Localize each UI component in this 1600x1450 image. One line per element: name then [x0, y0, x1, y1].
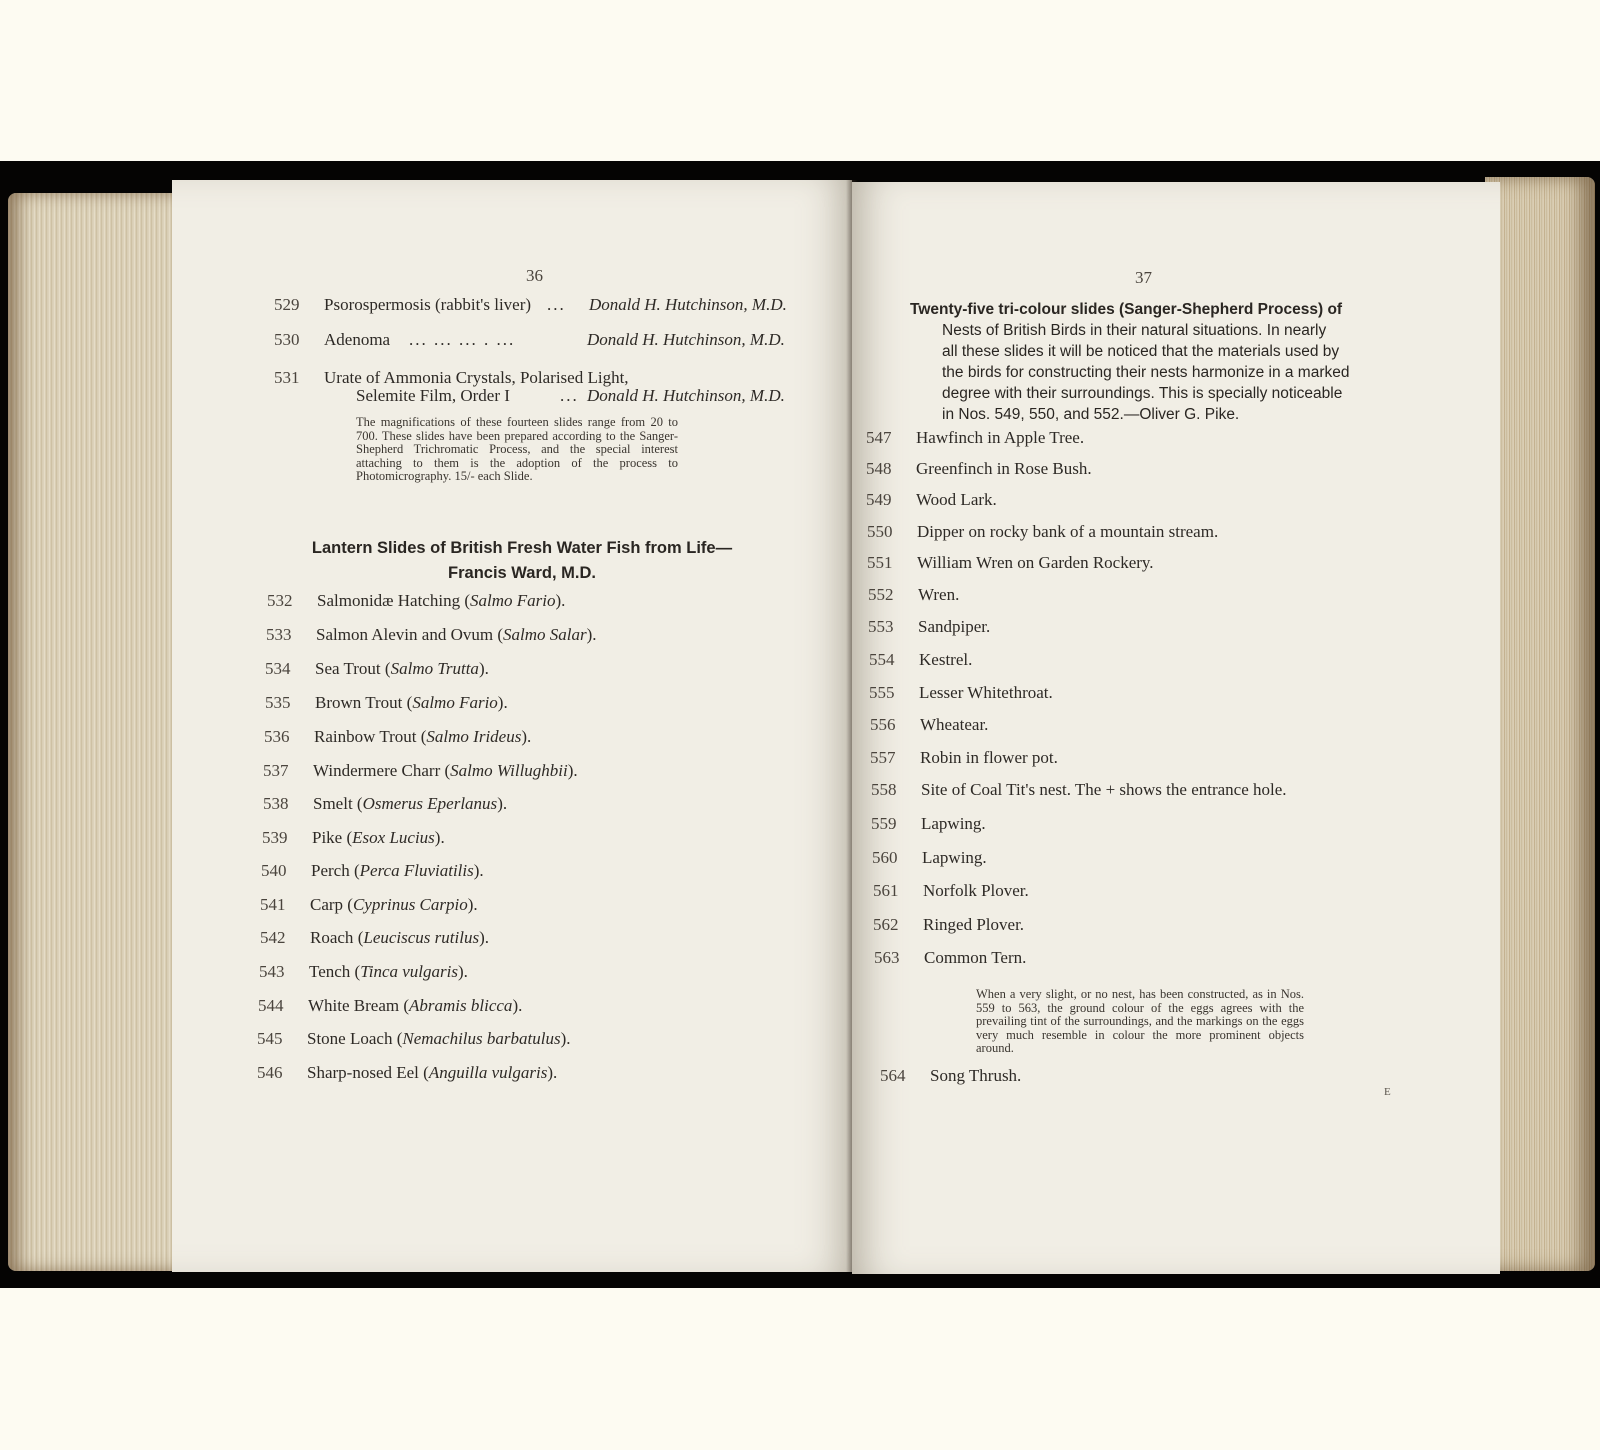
fish-title: Smelt (Osmerus Eperlanus). [313, 794, 508, 813]
fish-latin-name: Leuciscus rutilus [363, 928, 480, 947]
fish-common-name: Perch [311, 861, 350, 880]
catalog-entry [274, 368, 834, 408]
section-heading [242, 536, 802, 586]
entry-number: 540 [261, 861, 287, 880]
fish-entry [257, 1029, 757, 1055]
entry-number: 542 [260, 928, 286, 947]
fish-common-name: Sea Trout [315, 659, 381, 678]
intro-line: Nests of British Birds in their natural situations. In nearly [942, 322, 1327, 339]
fish-title: Stone Loach (Nemachilus barbatulus). [307, 1029, 571, 1048]
left-fore-edge [8, 193, 178, 1271]
bird-entry [866, 459, 1406, 485]
fish-title: Salmonidæ Hatching (Salmo Fario). [317, 591, 566, 610]
fish-latin-name: Esox Lucius [352, 828, 435, 847]
entry-title: Psorospermosis (rabbit's liver) [324, 295, 532, 314]
intro-line: in Nos. 549, 550, and 552.—Oliver G. Pike. [942, 406, 1240, 423]
bird-entry [871, 780, 1411, 806]
fish-common-name: Stone Loach [307, 1029, 393, 1048]
fish-entry [265, 659, 765, 685]
entry-number: 563 [874, 948, 900, 967]
entry-number: 534 [265, 659, 291, 678]
entry-number: 530 [274, 330, 300, 349]
fish-entry [264, 727, 764, 753]
entry-number: 550 [867, 522, 893, 541]
entry-number: 538 [263, 794, 289, 813]
bird-title: Lapwing. [921, 814, 986, 833]
bird-title: Norfolk Plover. [923, 881, 1029, 900]
bird-title: Site of Coal Tit's nest. The + shows the entrance hole. [921, 780, 1287, 799]
intro-lead: Twenty-five tri-colour slides (Sanger-Shepherd Process) of [910, 301, 1343, 318]
bird-title: Kestrel. [919, 650, 973, 669]
bird-title: Robin in flower pot. [920, 748, 1058, 767]
fish-title: Sea Trout (Salmo Trutta). [315, 659, 489, 678]
bird-entry [867, 522, 1407, 548]
entry-number: 553 [868, 617, 894, 636]
heading-line-1: Lantern Slides of British Fresh Water Fish from Life— [311, 539, 733, 557]
fish-common-name: Salmonidæ Hatching [317, 591, 461, 610]
birds-introduction [910, 299, 1450, 425]
entry-author: Donald H. Hutchinson, M.D. [587, 330, 785, 349]
fish-common-name: Carp [310, 895, 344, 914]
entry-number: 549 [866, 490, 892, 509]
entry-number: 557 [870, 748, 896, 767]
bird-title: Dipper on rocky bank of a mountain stream. [917, 522, 1219, 541]
fish-latin-name: Abramis blicca [409, 996, 513, 1015]
fish-entry [261, 861, 761, 887]
bird-title: Sandpiper. [918, 617, 991, 636]
fish-title: Brown Trout (Salmo Fario). [315, 693, 508, 712]
entry-number: 545 [257, 1029, 283, 1048]
fish-latin-name: Osmerus Eperlanus [362, 794, 498, 813]
right-page [852, 182, 1500, 1274]
dot-leader: ... ... ... . ... [409, 330, 516, 349]
bird-title: Greenfinch in Rose Bush. [916, 459, 1092, 478]
fish-title: Salmon Alevin and Ovum (Salmo Salar). [316, 625, 597, 644]
catalog-entry [274, 295, 834, 325]
fish-title: Roach (Leuciscus rutilus). [310, 928, 489, 947]
entry-number: 536 [264, 727, 290, 746]
intro-line: degree with their surroundings. This is specially noticeable [942, 385, 1343, 402]
fish-latin-name: Salmo Fario [470, 591, 556, 610]
entry-number: 546 [257, 1063, 283, 1082]
entry-number: 551 [867, 553, 893, 572]
bird-title: William Wren on Garden Rockery. [917, 553, 1154, 572]
fish-entry [258, 996, 758, 1022]
fish-latin-name: Salmo Fario [412, 693, 498, 712]
entry-author: Donald H. Hutchinson, M.D. [587, 386, 785, 405]
left-page [172, 180, 852, 1272]
fish-title: White Bream (Abramis blicca). [308, 996, 523, 1015]
bird-title: Hawfinch in Apple Tree. [916, 428, 1085, 447]
dot-leader: ... [560, 386, 579, 405]
intro-line: the birds for constructing their nests harmonize in a marked [942, 364, 1350, 381]
fish-common-name: Salmon Alevin and Ovum [316, 625, 494, 644]
fish-common-name: Smelt [313, 794, 353, 813]
entry-number: 533 [266, 625, 292, 644]
entry-number: 548 [866, 459, 892, 478]
entry-number: 561 [873, 881, 899, 900]
bird-title: Ringed Plover. [923, 915, 1025, 934]
fish-entry [259, 962, 759, 988]
entry-number: 539 [262, 828, 288, 847]
entry-number: 541 [260, 895, 286, 914]
signature-mark: E [1384, 1086, 1391, 1098]
entry-number: 552 [868, 585, 894, 604]
bird-entry [873, 881, 1413, 907]
fish-common-name: Rainbow Trout [314, 727, 417, 746]
fish-title: Sharp-nosed Eel (Anguilla vulgaris). [307, 1063, 558, 1082]
bird-entry [874, 948, 1414, 974]
bird-entry [869, 650, 1409, 676]
fish-title: Perch (Perca Fluviatilis). [311, 861, 484, 880]
fish-entry [263, 794, 763, 820]
fish-latin-name: Salmo Salar [503, 625, 587, 644]
entry-number: 529 [274, 295, 300, 314]
fish-common-name: Windermere Charr [313, 761, 441, 780]
fish-title: Tench (Tinca vulgaris). [309, 962, 468, 981]
fish-latin-name: Perca Fluviatilis [359, 861, 474, 880]
bird-entry [869, 683, 1409, 709]
entry-number: 558 [871, 780, 897, 799]
entry-number: 564 [880, 1066, 906, 1085]
entry-number: 562 [873, 915, 899, 934]
entry-number: 560 [872, 848, 898, 867]
entry-number: 537 [263, 761, 289, 780]
entry-number: 531 [274, 368, 300, 387]
fish-entry [260, 895, 760, 921]
catalog-entry [880, 1066, 1280, 1092]
fish-latin-name: Tinca vulgaris [360, 962, 458, 981]
entry-title-line2: Selemite Film, Order I [356, 386, 510, 405]
entry-title: Urate of Ammonia Crystals, Polarised Light, [324, 368, 629, 387]
fish-title: Windermere Charr (Salmo Willughbii). [313, 761, 578, 780]
right-fore-edge [1485, 177, 1595, 1271]
entry-number: 544 [258, 996, 284, 1015]
fish-title: Rainbow Trout (Salmo Irideus). [314, 727, 532, 746]
entry-number: 535 [265, 693, 291, 712]
fish-entry [265, 693, 765, 719]
fish-common-name: Pike [312, 828, 343, 847]
entry-number: 532 [267, 591, 293, 610]
eggs-note: When a very slight, or no nest, has been constructed, as in Nos. 559 to 563, the ground colour of the eggs agrees with the prevailing tint of the surroundings, and the markings on the eggs very much resemble in colour the more prominent objects around. [976, 987, 1304, 1055]
bird-title: Lesser Whitethroat. [919, 683, 1053, 702]
bird-title: Lapwing. [922, 848, 987, 867]
fish-latin-name: Nemachilus barbatulus [402, 1029, 561, 1048]
fish-latin-name: Cyprinus Carpio [352, 895, 468, 914]
fish-latin-name: Anguilla vulgaris [428, 1063, 548, 1082]
bird-entry [867, 553, 1407, 579]
entry-number: 555 [869, 683, 895, 702]
entry-number: 559 [871, 814, 897, 833]
bird-entry [870, 748, 1410, 774]
intro-body [910, 320, 1450, 425]
catalog-entry [274, 330, 834, 360]
dot-leader: ... [547, 295, 566, 314]
bird-entry [868, 617, 1408, 643]
bird-entry [868, 585, 1408, 611]
entry-number: 543 [259, 962, 285, 981]
bird-title: Common Tern. [924, 948, 1027, 967]
bird-title: Wheatear. [920, 715, 989, 734]
page-number: 36 [526, 266, 543, 285]
bird-title: Wren. [918, 585, 960, 604]
bird-title: Wood Lark. [916, 490, 997, 509]
fish-entry [262, 828, 762, 854]
bird-entry [870, 715, 1410, 741]
bird-entry [872, 848, 1412, 874]
fish-common-name: Sharp-nosed Eel [307, 1063, 419, 1082]
fish-latin-name: Salmo Irideus [426, 727, 522, 746]
fish-common-name: White Bream [308, 996, 400, 1015]
fish-entry [260, 928, 760, 954]
fish-latin-name: Salmo Willughbii [450, 761, 568, 780]
page-number: 37 [1135, 268, 1152, 287]
entry-title: Adenoma [324, 330, 391, 349]
entry-number: 547 [866, 428, 892, 447]
fish-common-name: Roach [310, 928, 354, 947]
fish-common-name: Brown Trout [315, 693, 403, 712]
bird-entry [866, 428, 1406, 454]
fish-common-name: Tench [309, 962, 351, 981]
entry-number: 556 [870, 715, 896, 734]
bird-entry [871, 814, 1411, 840]
fish-title: Pike (Esox Lucius). [312, 828, 445, 847]
entry-title: Song Thrush. [930, 1066, 1022, 1085]
fish-title: Carp (Cyprinus Carpio). [310, 895, 478, 914]
fish-entry [263, 761, 763, 787]
intro-line: all these slides it will be noticed that the materials used by [942, 343, 1340, 360]
bird-entry [873, 915, 1413, 941]
fish-entry [257, 1063, 757, 1089]
entry-author: Donald H. Hutchinson, M.D. [589, 295, 787, 314]
fish-entry [266, 625, 766, 651]
fish-entry [267, 591, 767, 617]
magnification-note: The magnifications of these fourteen slides range from 20 to 700. These slides have been prepared according to the Sanger-Shepherd Trichromatic Process, and the special interest attaching to them is the adoption of the process to Photomicrography. 15/- each Slide. [356, 415, 678, 483]
entry-number: 554 [869, 650, 895, 669]
bird-entry [866, 490, 1406, 516]
heading-line-2: Francis Ward, M.D. [448, 564, 596, 582]
fish-latin-name: Salmo Trutta [390, 659, 479, 678]
